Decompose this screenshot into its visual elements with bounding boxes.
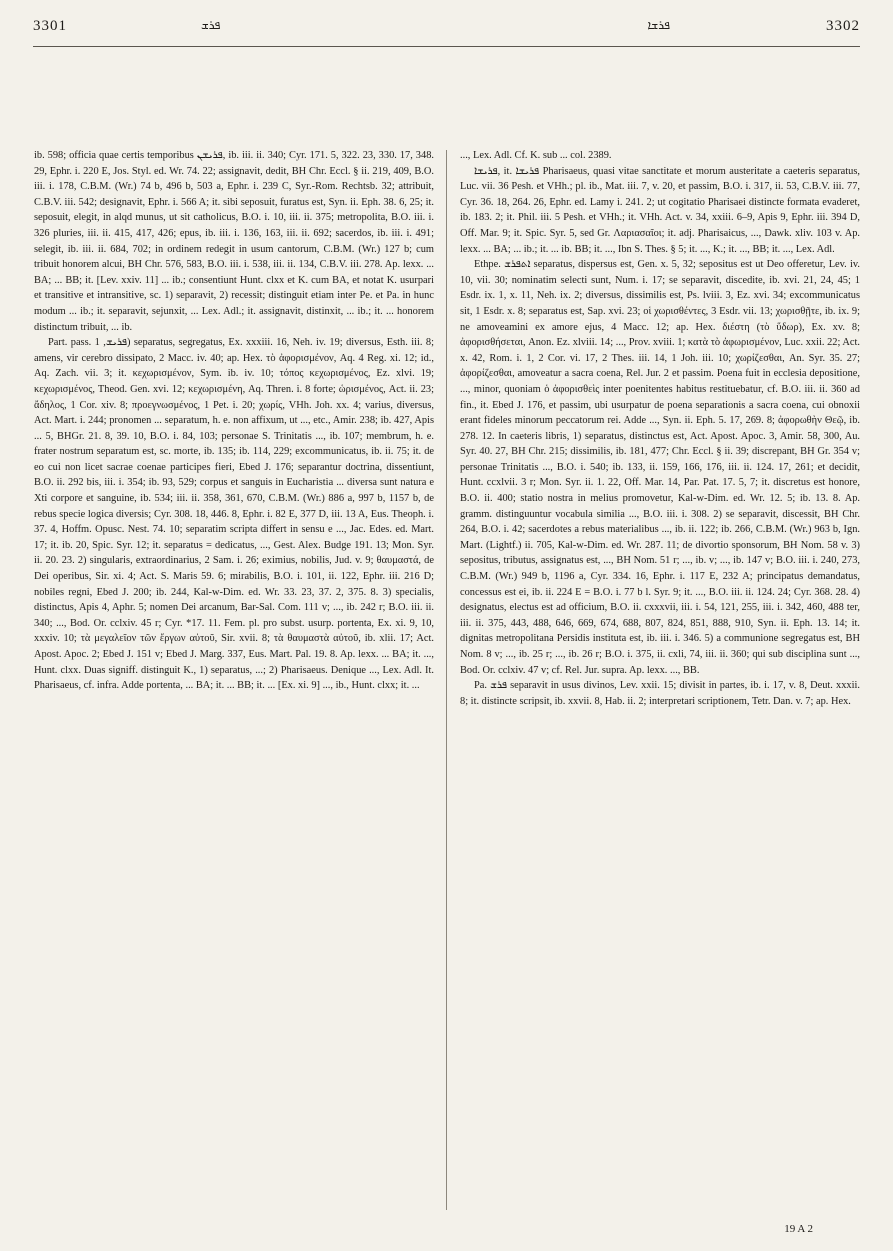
page-number-right: 3302 — [826, 18, 860, 34]
right-paragraph: ..., Lex. Adl. Cf. K. sub ... col. 2389. — [460, 150, 612, 161]
running-head-left: ܦܪܫ — [201, 18, 221, 32]
left-paragraph: Part. pass. ܦܪܝܫ, 1) separatus, segregatus, Ex. xxxiii. 16, Neh. iv. 19; diversus, Esth. iii. 8; amens, vir cerebro dissipato, 2 Macc. iv. 40; ap. Hex. τὸ ἀφορισμένον, Aq. 4 Reg. xi. 12; id., Aq. Zach. vii. 3; it. κεχωρισμένον, Sym. ib. iv. 10; τόπος κεχωρισμένος, Ez. xlvi. 19; κεχωρισμένος, Theod. Gen. xvi. 12; κεχωρισμένη, Aq. Thren. i. 8 forte; ὡρισμένος, Act. ii. 23; ἄδηλος, 1 Cor. xiv. 8; προεγνωσμένος, 1 Pet. i. 20; χωρίς, VHh. Joh. xx. 4; varius, diversus, Act. Mart. i. 244; pronomen ... separatum, h. e. non affixum, ut ..., etc., Amir. 238; ib. 427, Apis ... 5, BHGr. 21. 8, 39. 10, B.O. i. 84, 103; personae S. Trinitatis ..., ib. 107; membrum, h. e. frater nostrum separatum est, sc. morte, ib. 135; ib. 114, 229; excommunicatus, ib. ii. 75; it. de eo cui non licet sacrae coenae participes fieri, Ebed J. 176; separantur doctrina, dissentiunt, B.O. ii. 292 bis, iii. i. 354; ib. 93, 529; corpus et sanguis in Eucharistia ... diversa sunt natura e Xti corpore et sanguine, ib. 534; iii. ii. 358, 361, 670, C.B.M. (Wr.) 886 a, 997 b, 1157 b, de rebus specie logica diversis; Cyr. 308. 18, 446. 8, Ephr. i. 82 E, 377 D, iii. 13 A, Eus. Theoph. i. 37. 4, Hoffm. Opusc. Nest. 74. 10; separatim scripta differt in sensu e ..., Jac. Edes. ed. Mart. 17; it. ib. 20, Spic. Syr. 12; it. separatus = dedicatus, ..., Gest. Alex. Budge 191. 13; Mon. Syr. ii. 20. 23. 2) singularis, extraordinarius, 2 Sam. i. 26; eximius, nobilis, Jud. v. 9; θαυμαστά, de Dei operibus, Sir. xi. 4; Act. S. Maris 59. 6; mirabilis, B.O. i. 101, ii. 122, Ephr. iii. 216 D; nobiles regni, Ebed J. 200; ib. 244, Kal-w-Dim. ed. Wr. 33. 23, 37. 2, 375. 8. 3) specialis, distinctus, Apis 4, Aphr. 5; nomen Dei arcanum, Bar-Sal. Com. 111 v; ..., ib. 242 r; B.O. iii. ii. 340; ..., Bod. Or. cclxiv. 45 r; Cyr. *17. 11. Fem. pl. pro subst. usurp. portenta, Ex. xi. 9, 10, xxxiv. 10; τὰ μεγαλεῖον τῶν ἔργων αὐτοῦ, Sir. xvii. 8; τὰ θαυμαστὰ αὐτοῦ, ib. xlii. 17; Act. Apost. Apoc. 2; Ebed J. 151 v; Ebed J. Marg. 337, Eus. Mart. Pal. 19. 8. Ap. lexx. ... BA; it. ..., Hunt. clxx. Duas signiff. distinguit K., 1) separatus, ...; 2) Pharisaeus. Denique ..., Lex. Adl. It. Pharisaeus, cf. infra. Adde portenta, ... BA; it. ... BB; it. ... [Ex. xi. 9] ..., ib., Hunt. clxx; it. ... — [34, 337, 434, 692]
page-header — [33, 18, 860, 42]
right-paragraph: Pa. ܦܪܫ separavit in usus divinos, Lev. xxii. 15; divisit in partes, ib. i. 17, v. 8, Deut. xxxii. 8; it. distincte scripsit, ib. xxvii. 8, Hab. ii. 2; interpretari scriptionem, Tetr. Dan. v. 7; ap. Hex. — [460, 680, 860, 707]
running-head-right: ܦܪܫܐ — [647, 18, 670, 32]
signature-mark: 19 A 2 — [784, 1223, 813, 1235]
left-column — [34, 148, 434, 1218]
page-number-left: 3301 — [33, 18, 67, 34]
column-divider — [446, 150, 447, 1210]
header-rule — [33, 46, 860, 47]
right-column — [460, 148, 860, 1218]
right-paragraph: ܦܪܝܫܐ, it. ܦܪܝܫܐ Pharisaeus, quasi vitae sanctitate et morum austeritate a caeteris separatus, Luc. vii. 36 Pesh. et VHh.; pl. ib., Mat. iii. 7, v. 20, et passim, B.O. i. 317, ii. 53, C.B.V. iii. 77, Cyr. 36. 18, 264. 26, Ephr. ed. Lamy i. 241. 2; ut cogitatio Pharisaei distincte formata evaderet, ib. 183. 2; it. Phil. iii. 5 Pesh. et VHh.; it. VHh. Act. v. 34, xxiii. 6–9, Apis 9, Ephr. iii. 394 D, Off. Mar. 9; it. Spic. Syr. 5, sed Gr. Λαριασαῖοι; it. adj. Pharisaicus, ..., Dawk. xliv. 103 v. Ap. lexx. ... BA; ... ib.; it. ... ib. BB; it. ..., Ibn S. Thes. § 5; it. ..., K.; it. ..., BB; it. ..., Lex. Adl. — [460, 165, 860, 255]
left-paragraph: ib. 598; officia quae certis temporibus ܦܪܝܫܢ, ib. iii. ii. 340; Cyr. 171. 5, 322. 23, 330. 17, 348. 29, Ephr. i. 220 E, Jos. Styl. ed. Wr. 74. 22; assignavit, dedit, BH Chr. Eccl. § ii. 219, 409, B.O. iii. i. 178, C.B.M. (Wr.) 74 b, 496 b, 503 a, Ephr. i. 239 C, Syr.-Rom. Rechtsb. 32; attribuit, C.B.V. iii. 542; designavit, Ephr. i. 566 A; it. sibi seposuit, furatus est, Syn. ii. Eph. 38. 6, 25; it. seposuit, elegit, in alqd munus, ut sit catholicus, B.O. i. 10, iii. ii. 375; metropolita, B.O. iii. i. 326 pluries, iii. ii. 415, 417, 426; epus, ib. iii. i. 136, 163, iii. ii. 692; sacerdos, ib. iii. i. 491; selegit, ib. iii. ii. 684, 702; in ordinem redegit in usum cantorum, C.B.M. (Wr.) 127 b; cum tribuit honorem alcui, BH Chr. 576, 583, B.O. iii. i. 538, iii. ii. 134, C.B.V. iii. 278. Ap. lexx. ... BA; ... BB; it. [Lev. xxiv. 11] ... ib.; consentiunt Hunt. clxx et K. cum BA, et notat K. usurpari et transitive et intransitive, sc. 1) separavit, 2) recessit; distinguit etiam inter Pe. et Pa. in hunc modum ... ib.; it. separavit, sejunxit, ... Lex. Adl.; it. assignavit, distinxit, ... ib.; it. ... honorem distinctum tribuit, ... ib. — [34, 150, 434, 333]
right-paragraph: Ethpe. ܐܬܦܪܫ separatus, dispersus est, Gen. x. 5, 32; sepositus est ut Deo offeretur, Lev. iv. 10, vii. 30; nominatim selecti sunt, Num. i. 17; se separavit, discedite, ib. xvi. 21, 24, 45; 1 Esdr. ix. 1, x. 11, Neh. ix. 2; diversus, dissimilis est, Ps. lviii. 3, Ez. xvi. 34; excommunicatus sit, 1 Esdr. x. 8; separatus est, Sap. xvi. 23; οἱ χωρισθέντες, 3 Esdr. vii. 13; χωρισθῇτε, ib. ix. 9; ne amoveamini ex amore ejus, 4 Macc. 12; ap. Hex. διέστη (τὸ ὕδωρ), Ex. xv. 8; ἀφορισθήσεται, Anon. Ez. xlviii. 14; ..., Prov. xviii. 1; κατὰ τὸ ἀφωρισμένον, Luc. xxii. 22; Act. x. 42, Rom. i. 1, 2 Cor. vi. 17, 2 Thes. iii. 14, 1 Joh. iii. 10; χωρίζεσθαι, An. Syr. 35. 27; ἀφορίζεσθαι, amoveatur a sacra coena, Rel. Jur. 2 et passim. Poena fuit in ecclesia depositione, ..., minor, quoniam ὁ ἀφορισθεὶς inter poenitentes habitus restituebatur, cf. B.O. iii. ii. 360 ad fin., it. Ebed J. 176, et passim, ubi usurpatur de poena separationis a sacra coena, cui obnoxii erant fideles minorum peccatorum rei. Adde ..., Syn. ii. Eph. 5. 17, 269. 8; ἀφορωθὴν Θεῷ, ib. 278. 12. In caeteris libris, 1) separatus, distinctus est, Act. Apost. Apoc. 3, Amir. 58, 300, Au. Syr. 40. 27, BH Chr. 215; dissimilis, ib. 181, 477; Chr. Eccl. § ii. 39; discrepant, BH Gr. 354 v; personae Trinitatis ..., B.O. i. 540; ib. 133, ii. 159, 166, 176, iii. ii. 124. 17, 261; et decidit, Hunt. ccxlvii. 3 r; Mon. Syr. ii. 1. 22, Off. Mar. 14, Par. Pat. 17. 5, 7; it. discretus est honore, B.O. ii. 400; statio nostra in melius promovetur, Kal-w-Dim. ed. Wr. 12. 5; ib. 13. 8. Ap. gramm. distinguuntur vocabula similia ..., B.O. iii. i. 308. 2) se separavit, discessit, BH Chr. 264, B.O. i. 42; sacerdotes a rebus materialibus ..., ib. ii. 122; ib. 266, C.B.M. (Wr.) 963 b, Ign. Mart. (Lightf.) ii. 705, Kal-w-Dim. ed. Wr. 287. 11; de divortio sponsorum, BH Nom. 58 v. 3) sepositus, tributus, assignatus est, ..., BH Nom. 51 r; ..., ib. v; ..., ib. 147 v; B.O. iii. i. 240, 273, C.B.M. (Wr.) 949 b, 1196 a, Cyr. 334. 16, Ephr. i. 117 E, 232 A; principatus demandatus, concessus est ei, ib. ii. 224 E = B.O. i. 77 b l. Syr. 9; it. ..., B.O. iii. ii. 124. 24; Cyr. 368. 28. 4) designatus, electus est ad officium, B.O. ii. cxxxvii, iii. i. 54, 121, 255, iii. i. 342, 460, 488 ter, iii. ii. 375, 443, 488, 646, 669, 674, 688, 807, 824, 851, 888, 910, Syn. ii. Eph. 13. 14; it. dignitas metropolitana Persidis instituta est, ib. iii. i. 346. 5) a communione segregatus est, BH Nom. 8 v; ..., ib. 25 r; ..., ib. 26 r; B.O. i. 375, ii. cxli, 74, iii. ii. 360; qui sub disciplina sunt ..., Bod. Or. cclxiv. 47 v; cf. Rel. Jur. supra. Ap. lexx. ..., BB. — [460, 259, 860, 676]
